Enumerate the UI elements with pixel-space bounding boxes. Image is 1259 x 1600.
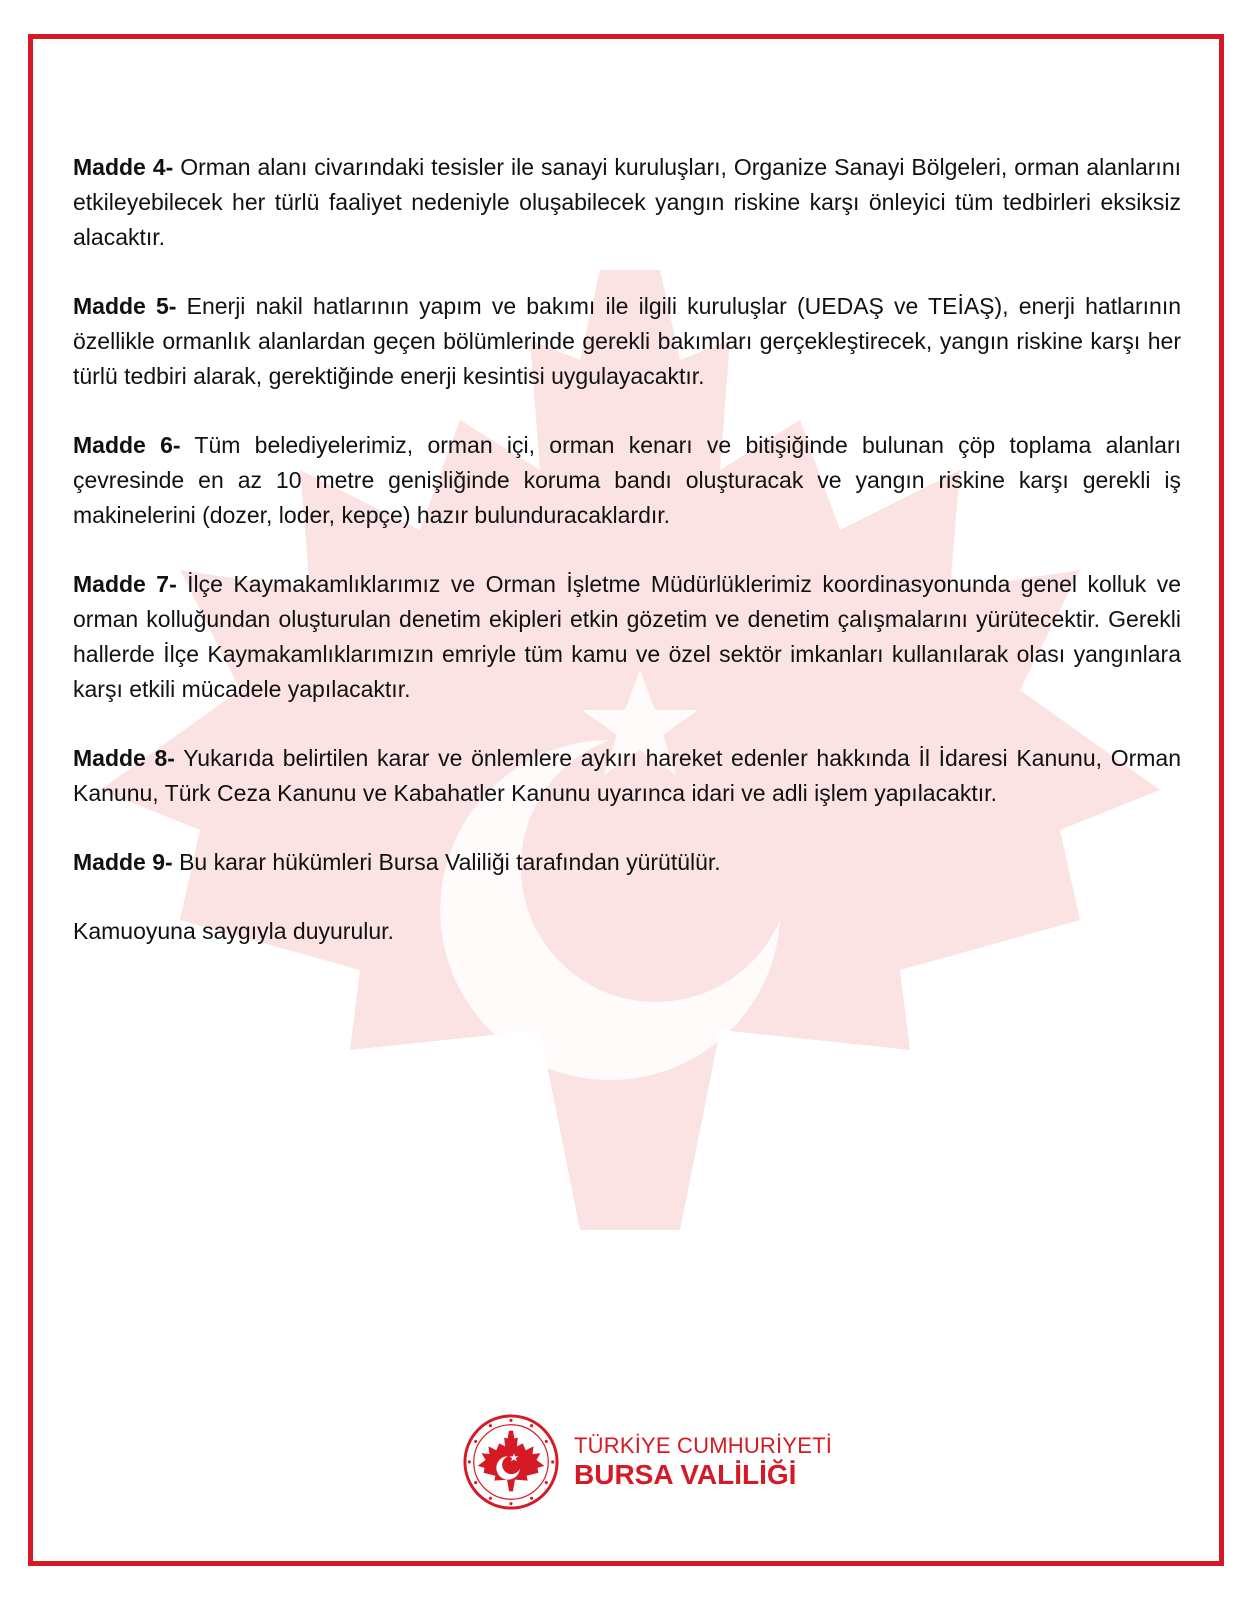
logo-line-bursa-valiligi: BURSA VALİLİĞİ (574, 1459, 797, 1490)
article-label: Madde 6- (73, 432, 181, 458)
decree-body (73, 150, 1181, 949)
article-text: İlçe Kaymakamlıklarımız ve Orman İşletme Müdürlüklerimiz koordinasyonunda genel kolluk ve orman kolluğundan oluşturulan denetim ekipleri etkin gözetim ve denetim çalışmalarını yürütecektir. Gerekli hallerde İlçe Kaymakamlıklarımızın emriyle tüm kamu ve özel sektör imkanları kullanılarak olası yangınlara karşı etkili mücadele yapılacaktır. (73, 571, 1181, 702)
article-madde-7 (73, 567, 1181, 707)
article-madde-8 (73, 741, 1181, 811)
article-text: Orman alanı civarındaki tesisler ile sanayi kuruluşları, Organize Sanayi Bölgeleri, orman alanlarını etkileyebilecek her türlü faaliyet nedeniyle oluşabilecek yangın riskine karşı önleyici tüm tedbirleri eksiksiz alacaktır. (73, 154, 1182, 250)
article-text: Yukarıda belirtilen karar ve önlemlere aykırı hareket edenler hakkında İl İdaresi Kanunu, Orman Kanunu, Türk Ceza Kanunu ve Kabahatler Kanunu uyarınca idari ve adli işlem yapılacaktır. (73, 745, 1181, 806)
article-label: Madde 8- (73, 745, 175, 771)
logo-line-turkiye-cumhuriyeti: TÜRKİYE CUMHURİYETİ (574, 1433, 833, 1458)
article-label: Madde 5- (73, 293, 177, 319)
article-madde-4 (73, 150, 1181, 255)
article-text: Enerji nakil hatlarının yapım ve bakımı ile ilgili kuruluşlar (UEDAŞ ve TEİAŞ), enerji hatlarının özellikle ormanlık alanlardan geçen bölümlerinde gerekli bakımları gerçekleştirecek, yangın riskine karşı her türlü tedbiri alarak, gerektiğinde enerji kesintisi uygulayacaktır. (73, 293, 1182, 389)
bursa-valiligi-logo (462, 1412, 832, 1512)
article-label: Madde 7- (73, 571, 177, 597)
article-label: Madde 4- (73, 154, 174, 180)
logo-text (574, 1433, 832, 1491)
maple-leaf-crescent-star-seal-icon (462, 1413, 560, 1511)
article-madde-9 (73, 845, 1181, 880)
article-label: Madde 9- (73, 849, 173, 875)
article-text: Bu karar hükümleri Bursa Valiliği tarafından yürütülür. (179, 849, 721, 875)
closing-statement: Kamuoyuna saygıyla duyurulur. (73, 918, 394, 944)
article-madde-6 (73, 428, 1181, 533)
article-madde-5 (73, 289, 1181, 394)
article-text: Tüm belediyelerimiz, orman içi, orman kenarı ve bitişiğinde bulunan çöp toplama alanları çevresinde en az 10 metre genişliğinde koruma bandı oluşturacak ve yangın riskine karşı gerekli iş makinelerini (dozer, loder, kepçe) hazır bulunduracaklardır. (73, 432, 1182, 528)
